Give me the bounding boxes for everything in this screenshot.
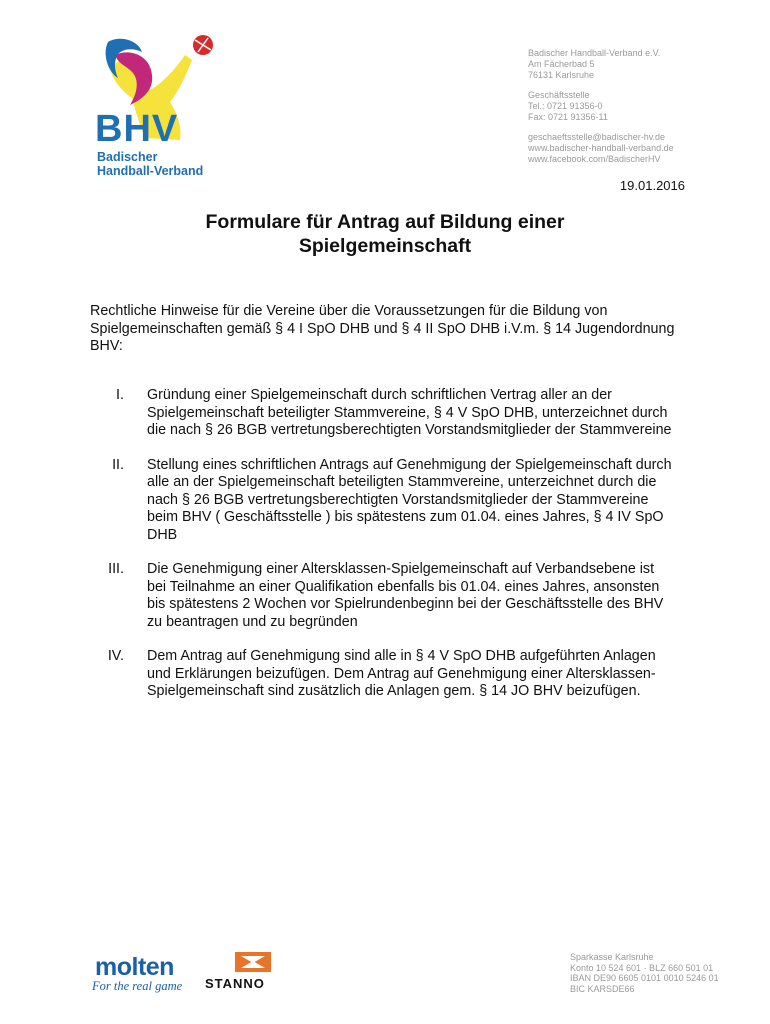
- stanno-logo: [205, 950, 295, 995]
- stanno-wordmark: STANNO: [205, 976, 265, 991]
- address-line: Badischer Handball-Verband e.V.: [528, 48, 661, 58]
- stanno-mark-icon: [233, 950, 273, 974]
- item-number: IV.: [107, 648, 124, 664]
- letter-date: 19.01.2016: [619, 178, 685, 193]
- bank-line: BIC KARSDE66: [570, 983, 635, 994]
- address-line: 76131 Karlsruhe: [528, 70, 595, 80]
- molten-wordmark: molten: [95, 953, 174, 981]
- address-office: [528, 90, 674, 123]
- title-line: Formulare für Antrag auf Bildung einer: [205, 211, 565, 233]
- item-text: Die Genehmigung einer Altersklassen-Spielgemeinschaft auf Verbandsebene ist bei Teilnahme an einer Qualifikation ebenfalls bis 01.04. eines Jahres, ansonsten bis spätestens 2 Wochen vor Spielrundenbeginn bei der Geschäftsstelle des BHV zu beantragen und zu begründen: [147, 561, 664, 630]
- item-text: Stellung eines schriftlichen Antrags auf Genehmigung der Spielgemeinschaft durch alle an der Spielgemeinschaft beteiligten Stammvereine, unterzeichnet durch die nach § 26 BGB vertretungsberechtigten Vorstandsmitglieder der Stammvereine beim BHV ( Geschäftsstelle ) bis spätestens zum 01.04. eines Jahres, § 4 IV SpO DHB: [147, 456, 672, 543]
- sender-address: [528, 48, 674, 174]
- intro-paragraph: Rechtliche Hinweise für die Vereine über die Voraussetzungen für die Bildung von Spielgemeinschaften gemäß § 4 I SpO DHB und § 4 II SpO DHB i.V.m. § 14 Jugendordnung BHV:: [90, 303, 675, 354]
- bank-line: IBAN DE90 6605 0101 0010 5246 01: [570, 973, 719, 983]
- bank-details: [570, 952, 719, 994]
- document-title: [90, 210, 680, 258]
- logo-line2: Handball-Verband: [97, 164, 204, 178]
- logo-abbr: BHV: [95, 108, 179, 150]
- address-org: [528, 48, 674, 81]
- address-web: [528, 132, 674, 165]
- address-line: Tel.: 0721 91356-0: [528, 101, 603, 111]
- list-item: [90, 648, 680, 701]
- bank-line: Sparkasse Karlsruhe: [570, 952, 654, 962]
- list-item: [90, 457, 680, 545]
- logo-line1: Badischer: [97, 150, 158, 164]
- requirements-list: [90, 387, 680, 718]
- list-item: [90, 561, 680, 631]
- molten-slogan: For the real game: [92, 979, 183, 993]
- list-item: [90, 387, 680, 440]
- item-number: II.: [112, 456, 124, 473]
- address-line: Geschäftsstelle: [528, 90, 590, 100]
- bhv-logo: [90, 30, 220, 178]
- facebook-link[interactable]: www.facebook.com/BadischerHV: [528, 154, 661, 164]
- address-line: Fax: 0721 91356-11: [528, 112, 608, 122]
- bank-line: Konto 10 524 601 · BLZ 660 501 01: [570, 962, 714, 973]
- address-line: Am Fächerbad 5: [528, 59, 595, 69]
- title-line: Spielgemeinschaft: [298, 235, 472, 257]
- item-number: I.: [116, 387, 124, 403]
- item-text: Dem Antrag auf Genehmigung sind alle in § 4 V SpO DHB aufgeführten Anlagen und Erklärungen beizufügen. Dem Antrag auf Genehmigung einer Altersklassen-Spielgemeinschaft sind zusätzlich die Anlagen gem. § 14 JO BHV beizufügen.: [147, 648, 656, 699]
- item-text: Gründung einer Spielgemeinschaft durch schriftlichen Vertrag aller an der Spielgemeinschaft beteiligter Stammvereine, § 4 V SpO DHB, unterzeichnet durch die nach § 26 BGB vertretungsberechtigten Vorstandsmitglieder der Stammvereine: [147, 387, 672, 438]
- molten-logo: [92, 955, 202, 995]
- email-link[interactable]: geschaeftsstelle@badischer-hv.de: [528, 132, 666, 142]
- item-number: III.: [108, 561, 124, 577]
- website-link[interactable]: www.badischer-handball-verband.de: [528, 143, 674, 153]
